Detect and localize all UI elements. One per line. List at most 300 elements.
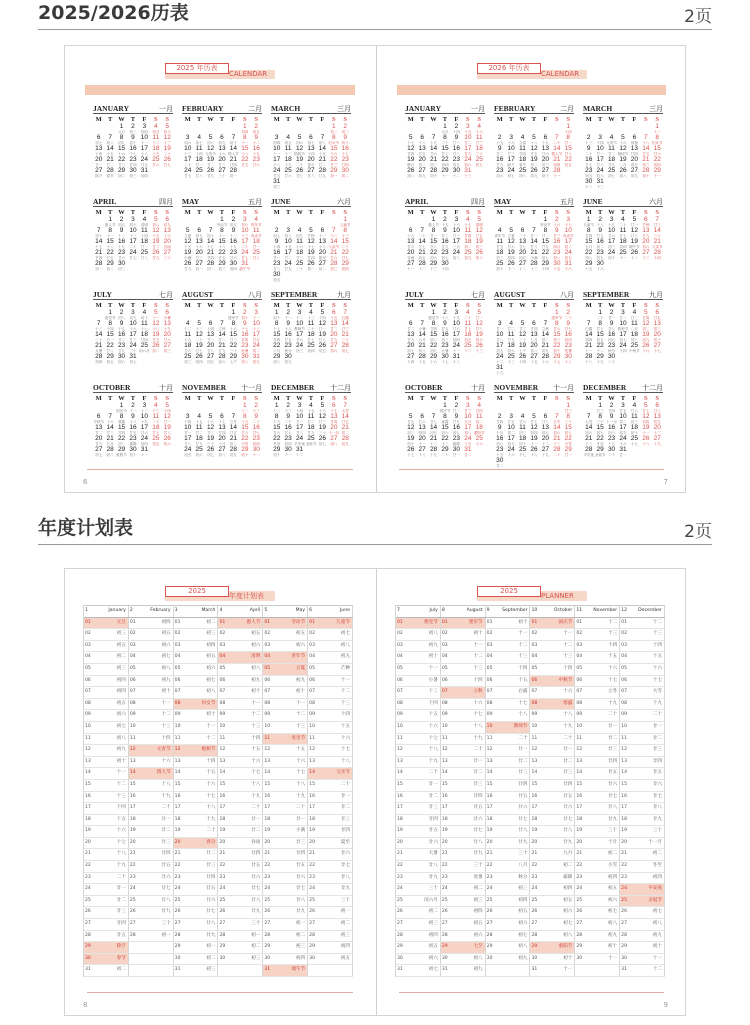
planner-day-cell[interactable]: [575, 618, 620, 629]
planner-day-cell[interactable]: [396, 618, 441, 629]
planner-day-cell[interactable]: [308, 699, 353, 710]
planner-day-cell[interactable]: [84, 676, 129, 687]
planner-day-cell[interactable]: [575, 629, 620, 640]
planner-day-cell[interactable]: [575, 965, 620, 976]
planner-day-cell[interactable]: [174, 734, 219, 745]
planner-day-cell[interactable]: [218, 849, 263, 860]
planner-day-cell[interactable]: [308, 884, 353, 895]
planner-day-cell[interactable]: [308, 722, 353, 733]
planner-day-cell[interactable]: [263, 664, 308, 675]
planner-day-cell[interactable]: [174, 768, 219, 779]
planner-day-cell[interactable]: [84, 768, 129, 779]
planner-day-cell[interactable]: [441, 641, 486, 652]
planner-day-cell[interactable]: [263, 919, 308, 930]
planner-day-cell[interactable]: [441, 954, 486, 965]
planner-day-cell[interactable]: [530, 780, 575, 791]
planner-day-cell[interactable]: [620, 792, 665, 803]
planner-day-cell[interactable]: [308, 710, 353, 721]
planner-day-cell[interactable]: [308, 873, 353, 884]
planner-day-cell[interactable]: [396, 734, 441, 745]
planner-day-cell[interactable]: [129, 652, 174, 663]
planner-day-cell[interactable]: [129, 954, 174, 965]
planner-day-cell[interactable]: [575, 780, 620, 791]
planner-day-cell[interactable]: [486, 722, 531, 733]
planner-day-cell[interactable]: [620, 757, 665, 768]
planner-day-cell[interactable]: [486, 618, 531, 629]
planner-day-cell[interactable]: [396, 931, 441, 942]
planner-day-cell[interactable]: [308, 942, 353, 953]
planner-day-cell[interactable]: [396, 942, 441, 953]
planner-day-cell[interactable]: [441, 826, 486, 837]
planner-day-cell[interactable]: [620, 652, 665, 663]
planner-day-cell[interactable]: [218, 780, 263, 791]
planner-day-cell[interactable]: [530, 884, 575, 895]
planner-day-cell[interactable]: [575, 954, 620, 965]
planner-day-cell[interactable]: [620, 664, 665, 675]
planner-day-cell[interactable]: [575, 907, 620, 918]
planner-day-cell[interactable]: [486, 873, 531, 884]
planner-day-cell[interactable]: [263, 676, 308, 687]
planner-day-cell[interactable]: [263, 757, 308, 768]
planner-day-cell[interactable]: [441, 861, 486, 872]
planner-day-cell[interactable]: [308, 664, 353, 675]
planner-day-cell[interactable]: [218, 965, 263, 976]
planner-day-cell[interactable]: [486, 907, 531, 918]
planner-day-cell[interactable]: [308, 849, 353, 860]
planner-day-cell[interactable]: [396, 965, 441, 976]
planner-day-cell[interactable]: [396, 768, 441, 779]
planner-day-cell[interactable]: [308, 815, 353, 826]
planner-day-cell[interactable]: [84, 826, 129, 837]
planner-day-cell[interactable]: [263, 641, 308, 652]
planner-day-cell[interactable]: [441, 792, 486, 803]
planner-day-cell[interactable]: [84, 710, 129, 721]
planner-day-cell[interactable]: [263, 942, 308, 953]
planner-day-cell[interactable]: [84, 919, 129, 930]
planner-day-cell[interactable]: [530, 768, 575, 779]
planner-day-cell[interactable]: [129, 734, 174, 745]
planner-day-cell[interactable]: [129, 873, 174, 884]
planner-day-cell[interactable]: [218, 618, 263, 629]
planner-day-cell[interactable]: [530, 873, 575, 884]
planner-day-cell[interactable]: [263, 896, 308, 907]
planner-day-cell[interactable]: [530, 618, 575, 629]
planner-day-cell[interactable]: [174, 838, 219, 849]
planner-day-cell[interactable]: [530, 652, 575, 663]
planner-day-cell[interactable]: [441, 896, 486, 907]
planner-day-cell[interactable]: [575, 931, 620, 942]
planner-day-cell[interactable]: [620, 676, 665, 687]
planner-day-cell[interactable]: [218, 942, 263, 953]
planner-day-cell[interactable]: [575, 768, 620, 779]
planner-day-cell[interactable]: [218, 687, 263, 698]
planner-day-cell[interactable]: [486, 861, 531, 872]
planner-day-cell[interactable]: [530, 757, 575, 768]
planner-day-cell[interactable]: [129, 826, 174, 837]
planner-day-cell[interactable]: [620, 687, 665, 698]
planner-day-cell[interactable]: [129, 815, 174, 826]
planner-day-cell[interactable]: [129, 803, 174, 814]
planner-day-cell[interactable]: [174, 965, 219, 976]
planner-day-cell[interactable]: [84, 745, 129, 756]
planner-day-cell[interactable]: [486, 664, 531, 675]
planner-day-cell[interactable]: [486, 676, 531, 687]
planner-day-cell[interactable]: [396, 629, 441, 640]
planner-day-cell[interactable]: [575, 664, 620, 675]
planner-day-cell[interactable]: [575, 699, 620, 710]
planner-day-cell[interactable]: [218, 745, 263, 756]
planner-day-cell[interactable]: [575, 896, 620, 907]
planner-day-cell[interactable]: [263, 792, 308, 803]
planner-day-cell[interactable]: [530, 838, 575, 849]
planner-day-cell[interactable]: [174, 896, 219, 907]
planner-day-cell[interactable]: [486, 965, 531, 976]
planner-day-cell[interactable]: [263, 954, 308, 965]
planner-day-cell[interactable]: [129, 757, 174, 768]
planner-day-cell[interactable]: [174, 931, 219, 942]
planner-day-cell[interactable]: [441, 652, 486, 663]
planner-day-cell[interactable]: [308, 919, 353, 930]
planner-day-cell[interactable]: [530, 896, 575, 907]
planner-day-cell[interactable]: [218, 641, 263, 652]
planner-day-cell[interactable]: [218, 757, 263, 768]
planner-day-cell[interactable]: [486, 652, 531, 663]
planner-day-cell[interactable]: [530, 792, 575, 803]
planner-day-cell[interactable]: [218, 826, 263, 837]
planner-day-cell[interactable]: [263, 734, 308, 745]
planner-day-cell[interactable]: [441, 942, 486, 953]
planner-day-cell[interactable]: [530, 954, 575, 965]
planner-day-cell[interactable]: [620, 838, 665, 849]
planner-day-cell[interactable]: [486, 687, 531, 698]
planner-day-cell[interactable]: [263, 873, 308, 884]
planner-day-cell[interactable]: [84, 699, 129, 710]
planner-day-cell[interactable]: [575, 873, 620, 884]
planner-day-cell[interactable]: [575, 849, 620, 860]
planner-day-cell[interactable]: [218, 676, 263, 687]
planner-day-cell[interactable]: [396, 861, 441, 872]
planner-day-cell[interactable]: [84, 907, 129, 918]
planner-day-cell[interactable]: [174, 919, 219, 930]
planner-day-cell[interactable]: [486, 710, 531, 721]
planner-day-cell[interactable]: [530, 942, 575, 953]
planner-day-cell[interactable]: [84, 884, 129, 895]
planner-day-cell[interactable]: [530, 676, 575, 687]
planner-day-cell[interactable]: [129, 780, 174, 791]
planner-day-cell[interactable]: [396, 896, 441, 907]
planner-day-cell[interactable]: [174, 687, 219, 698]
planner-day-cell[interactable]: [486, 838, 531, 849]
planner-day-cell[interactable]: [84, 629, 129, 640]
planner-day-cell[interactable]: [486, 792, 531, 803]
planner-day-cell[interactable]: [441, 931, 486, 942]
planner-day-cell[interactable]: [620, 768, 665, 779]
planner-day-cell[interactable]: [263, 780, 308, 791]
planner-day-cell[interactable]: [263, 722, 308, 733]
planner-day-cell[interactable]: [218, 954, 263, 965]
planner-day-cell[interactable]: [84, 641, 129, 652]
planner-day-cell[interactable]: [441, 687, 486, 698]
planner-day-cell[interactable]: [620, 896, 665, 907]
planner-day-cell[interactable]: [486, 641, 531, 652]
planner-day-cell[interactable]: [129, 676, 174, 687]
planner-day-cell[interactable]: [441, 780, 486, 791]
planner-day-cell[interactable]: [441, 629, 486, 640]
planner-day-cell[interactable]: [174, 942, 219, 953]
planner-day-cell[interactable]: [218, 652, 263, 663]
planner-day-cell[interactable]: [308, 803, 353, 814]
planner-day-cell[interactable]: [575, 919, 620, 930]
planner-day-cell[interactable]: [218, 710, 263, 721]
planner-day-cell[interactable]: [486, 629, 531, 640]
planner-day-cell[interactable]: [263, 861, 308, 872]
planner-day-cell[interactable]: [620, 873, 665, 884]
planner-day-cell[interactable]: [396, 873, 441, 884]
planner-day-cell[interactable]: [441, 873, 486, 884]
planner-day-cell[interactable]: [308, 652, 353, 663]
planner-day-cell[interactable]: [84, 965, 129, 976]
planner-day-cell[interactable]: [575, 722, 620, 733]
planner-day-cell[interactable]: [84, 896, 129, 907]
planner-day-cell[interactable]: [218, 815, 263, 826]
planner-day-cell[interactable]: [308, 641, 353, 652]
planner-day-cell[interactable]: [620, 629, 665, 640]
planner-day-cell[interactable]: [620, 919, 665, 930]
planner-day-cell[interactable]: [486, 803, 531, 814]
planner-day-cell[interactable]: [84, 931, 129, 942]
planner-day-cell[interactable]: [308, 896, 353, 907]
planner-day-cell[interactable]: [308, 757, 353, 768]
planner-day-cell[interactable]: [620, 931, 665, 942]
planner-day-cell[interactable]: [263, 884, 308, 895]
planner-day-cell[interactable]: [530, 826, 575, 837]
planner-day-cell[interactable]: [441, 965, 486, 976]
planner-day-cell[interactable]: [530, 907, 575, 918]
planner-day-cell[interactable]: [486, 931, 531, 942]
planner-day-cell[interactable]: [174, 664, 219, 675]
planner-day-cell[interactable]: [620, 699, 665, 710]
planner-day-cell[interactable]: [620, 954, 665, 965]
planner-day-cell[interactable]: [263, 931, 308, 942]
planner-day-cell[interactable]: [129, 641, 174, 652]
planner-day-cell[interactable]: [486, 849, 531, 860]
planner-day-cell[interactable]: [575, 687, 620, 698]
planner-day-cell[interactable]: [486, 780, 531, 791]
planner-day-cell[interactable]: [129, 664, 174, 675]
planner-day-cell[interactable]: [84, 652, 129, 663]
planner-day-cell[interactable]: [263, 745, 308, 756]
planner-day-cell[interactable]: [218, 792, 263, 803]
planner-day-cell[interactable]: [308, 861, 353, 872]
planner-day-cell[interactable]: [530, 919, 575, 930]
planner-day-cell[interactable]: [129, 768, 174, 779]
planner-day-cell[interactable]: [620, 884, 665, 895]
planner-day-cell[interactable]: [174, 699, 219, 710]
planner-day-cell[interactable]: [218, 734, 263, 745]
planner-day-cell[interactable]: [530, 931, 575, 942]
planner-day-cell[interactable]: [174, 826, 219, 837]
planner-day-cell[interactable]: [174, 849, 219, 860]
planner-day-cell[interactable]: [263, 838, 308, 849]
planner-day-cell[interactable]: [620, 722, 665, 733]
planner-day-cell[interactable]: [575, 652, 620, 663]
planner-day-cell[interactable]: [263, 652, 308, 663]
planner-day-cell[interactable]: [308, 768, 353, 779]
planner-day-cell[interactable]: [486, 734, 531, 745]
planner-day-cell[interactable]: [530, 699, 575, 710]
planner-day-cell[interactable]: [84, 734, 129, 745]
planner-day-cell[interactable]: [84, 780, 129, 791]
planner-day-cell[interactable]: [530, 629, 575, 640]
planner-day-cell[interactable]: [174, 676, 219, 687]
planner-day-cell[interactable]: [530, 641, 575, 652]
planner-day-cell[interactable]: [486, 942, 531, 953]
planner-day-cell[interactable]: [441, 919, 486, 930]
planner-day-cell[interactable]: [263, 629, 308, 640]
planner-day-cell[interactable]: [620, 815, 665, 826]
planner-day-cell[interactable]: [84, 618, 129, 629]
planner-day-cell[interactable]: [174, 629, 219, 640]
planner-day-cell[interactable]: [263, 618, 308, 629]
planner-day-cell[interactable]: [84, 792, 129, 803]
planner-day-cell[interactable]: [308, 907, 353, 918]
planner-day-cell[interactable]: [174, 873, 219, 884]
planner-day-cell[interactable]: [263, 803, 308, 814]
planner-day-cell[interactable]: [396, 710, 441, 721]
planner-day-cell[interactable]: [620, 618, 665, 629]
planner-day-cell[interactable]: [441, 768, 486, 779]
planner-day-cell[interactable]: [441, 815, 486, 826]
planner-day-cell[interactable]: [129, 919, 174, 930]
planner-day-cell[interactable]: [129, 838, 174, 849]
planner-day-cell[interactable]: [575, 745, 620, 756]
planner-day-cell[interactable]: [174, 722, 219, 733]
planner-day-cell[interactable]: [396, 641, 441, 652]
planner-day-cell[interactable]: [174, 954, 219, 965]
planner-day-cell[interactable]: [218, 884, 263, 895]
planner-day-cell[interactable]: [84, 664, 129, 675]
planner-day-cell[interactable]: [263, 907, 308, 918]
planner-day-cell[interactable]: [218, 664, 263, 675]
planner-day-cell[interactable]: [174, 815, 219, 826]
planner-day-cell[interactable]: [263, 699, 308, 710]
planner-day-cell[interactable]: [218, 907, 263, 918]
planner-day-cell[interactable]: [486, 757, 531, 768]
planner-day-cell[interactable]: [575, 734, 620, 745]
planner-day-cell[interactable]: [218, 803, 263, 814]
planner-day-cell[interactable]: [486, 919, 531, 930]
planner-day-cell[interactable]: [620, 803, 665, 814]
planner-day-cell[interactable]: [620, 826, 665, 837]
planner-day-cell[interactable]: [263, 687, 308, 698]
planner-day-cell[interactable]: [486, 815, 531, 826]
planner-day-cell[interactable]: [308, 629, 353, 640]
planner-day-cell[interactable]: [174, 641, 219, 652]
planner-day-cell[interactable]: [308, 838, 353, 849]
planner-day-cell[interactable]: [218, 931, 263, 942]
planner-day-cell[interactable]: [486, 896, 531, 907]
planner-day-cell[interactable]: [575, 815, 620, 826]
planner-day-cell[interactable]: [129, 907, 174, 918]
planner-day-cell[interactable]: [575, 792, 620, 803]
planner-day-cell[interactable]: [620, 734, 665, 745]
planner-day-cell[interactable]: [218, 722, 263, 733]
planner-day-cell[interactable]: [396, 838, 441, 849]
planner-day-cell[interactable]: [308, 792, 353, 803]
planner-day-cell[interactable]: [174, 745, 219, 756]
planner-day-cell[interactable]: [441, 907, 486, 918]
planner-day-cell[interactable]: [263, 815, 308, 826]
planner-day-cell[interactable]: [129, 699, 174, 710]
planner-day-cell[interactable]: [263, 826, 308, 837]
planner-day-cell[interactable]: [84, 722, 129, 733]
planner-day-cell[interactable]: [174, 757, 219, 768]
planner-day-cell[interactable]: [84, 815, 129, 826]
planner-day-cell[interactable]: [84, 861, 129, 872]
planner-day-cell[interactable]: [575, 710, 620, 721]
planner-day-cell[interactable]: [84, 803, 129, 814]
planner-day-cell[interactable]: [263, 768, 308, 779]
planner-day-cell[interactable]: [396, 664, 441, 675]
planner-day-cell[interactable]: [263, 710, 308, 721]
planner-day-cell[interactable]: [129, 931, 174, 942]
planner-day-cell[interactable]: [174, 652, 219, 663]
planner-day-cell[interactable]: [441, 757, 486, 768]
planner-day-cell[interactable]: [575, 884, 620, 895]
planner-day-cell[interactable]: [396, 722, 441, 733]
planner-day-cell[interactable]: [441, 849, 486, 860]
planner-day-cell[interactable]: [441, 884, 486, 895]
planner-day-cell[interactable]: [84, 687, 129, 698]
planner-day-cell[interactable]: [486, 954, 531, 965]
planner-day-cell[interactable]: [308, 618, 353, 629]
planner-day-cell[interactable]: [396, 919, 441, 930]
planner-day-cell[interactable]: [129, 792, 174, 803]
planner-day-cell[interactable]: [396, 884, 441, 895]
planner-day-cell[interactable]: [396, 780, 441, 791]
planner-day-cell[interactable]: [84, 954, 129, 965]
planner-day-cell[interactable]: [620, 710, 665, 721]
planner-day-cell[interactable]: [308, 676, 353, 687]
planner-day-cell[interactable]: [396, 757, 441, 768]
planner-day-cell[interactable]: [174, 907, 219, 918]
planner-day-cell[interactable]: [575, 757, 620, 768]
planner-day-cell[interactable]: [620, 965, 665, 976]
planner-day-cell[interactable]: [129, 687, 174, 698]
planner-day-cell[interactable]: [129, 942, 174, 953]
planner-day-cell[interactable]: [486, 745, 531, 756]
planner-day-cell[interactable]: [620, 849, 665, 860]
planner-day-cell[interactable]: [174, 780, 219, 791]
planner-day-cell[interactable]: [129, 745, 174, 756]
planner-day-cell[interactable]: [174, 792, 219, 803]
planner-day-cell[interactable]: [396, 687, 441, 698]
planner-day-cell[interactable]: [396, 699, 441, 710]
planner-day-cell[interactable]: [218, 699, 263, 710]
planner-day-cell[interactable]: [486, 826, 531, 837]
planner-day-cell[interactable]: [530, 745, 575, 756]
planner-day-cell[interactable]: [620, 861, 665, 872]
planner-day-cell[interactable]: [620, 745, 665, 756]
planner-day-cell[interactable]: [620, 641, 665, 652]
planner-day-cell[interactable]: [84, 838, 129, 849]
planner-day-cell[interactable]: [530, 710, 575, 721]
planner-day-cell[interactable]: [620, 942, 665, 953]
planner-day-cell[interactable]: [129, 965, 174, 976]
planner-day-cell[interactable]: [308, 734, 353, 745]
planner-day-cell[interactable]: [396, 803, 441, 814]
planner-day-cell[interactable]: [620, 907, 665, 918]
